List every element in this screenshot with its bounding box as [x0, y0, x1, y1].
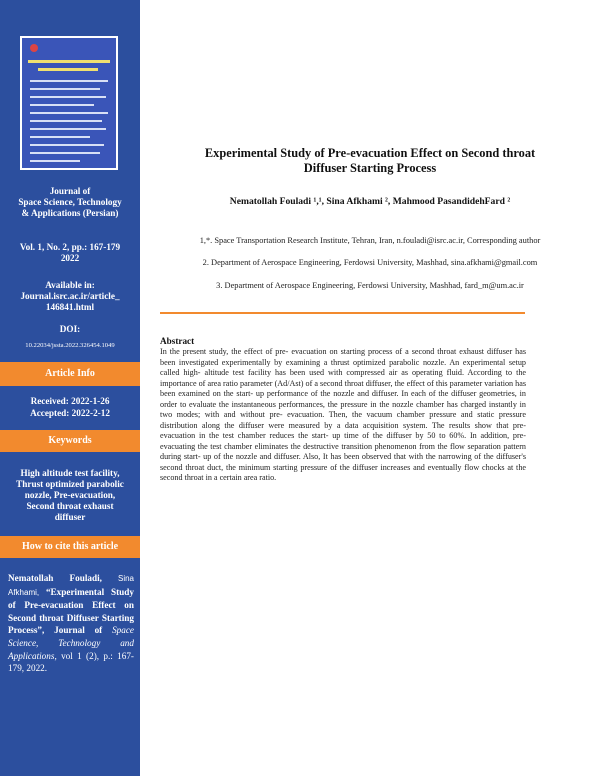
abstract-text: In the present study, the effect of pre- evacuation on starting process of a second throat exhaust diffuser has been investigated experimentally by examining a thrust optimized parabolic nozzle. An experimental setup called high- altitude test facility has been used with compressed air as operating fluid. According to the importance of area ratio parameter (Ad/Ast) of a second throat diffuser, the effect of this parameter variation has been examined on the start- up performance of the nozzle and diffuser. In each of the diffuser geometries, in order to evaluate the instantaneous performances, the pressure in the nozzle chamber has charged instantly in two modes; with and without pre- evacuation. Then, the vacuum chamber pressure and static pressure distribution along the diffuser were measured by a data acquisition system. The results show that pre- evacuation in the test chamber reduces the start- up time of the diffuser by 50 to 60%. In addition, pre- evacuating the test chamber eliminates the destructive transition phenomenon from the flow separation pattern during start- up of the nozzle and diffuser. Also, It has been observed that with the narrowing of the diffuser's second throat duct, the minimum starting pressure of the diffuser increases and eventually flow chocks at the second throat in a certain area ratio. [160, 347, 526, 482]
citation-text: Nematollah Fouladi, Sina Afkhami, “Experimental Study of Pre-evacuation Effect on Second throat Diffuser Starting Process”, Journal of Space Science, Technology and Applications, vol 1 (2), p.: 167-179, 2022. [8, 573, 134, 674]
journal-sidebar [0, 0, 140, 776]
affiliation-1: 1,*. Space Transportation Research Institute, Tehran, Iran, n.fouladi@isrc.ac.ir, Corresponding author [199, 236, 541, 245]
paper-title: Experimental Study of Pre-evacuation Effect on Second throat Diffuser Starting Process [204, 146, 536, 175]
paper-authors: Nematollah Fouladi ¹,¹, Sina Afkhami ², Mahmood PasandidehFard ² [229, 196, 511, 207]
abstract-heading: Abstract [160, 336, 195, 346]
how-to-cite-heading: How to cite this article [0, 536, 140, 558]
journal-name: Journal of Space Science, Technology & Applications (Persian) [18, 186, 122, 218]
journal-volume: Vol. 1, No. 2, pp.: 167-179 2022 [19, 242, 121, 263]
doi-value[interactable]: 10.22034/jssta.2022.326454.1049 [25, 342, 115, 349]
affiliation-2: 2. Department of Aerospace Engineering, Ferdowsi University, Mashhad, sina.afkhami@gmail.com [202, 258, 538, 267]
cover-logo-icon [30, 44, 38, 52]
received-date: Received: 2022-1-26 [30, 396, 110, 406]
affiliation-3: 3. Department of Aerospace Engineering, Ferdowsi University, Mashhad, fard_m@um.ac.ir [216, 281, 524, 290]
keywords-heading: Keywords [0, 430, 140, 452]
journal-url[interactable]: Available in: Journal.isrc.ac.ir/article_ 146841.html [20, 280, 120, 312]
journal-cover-image [20, 36, 118, 170]
article-info-heading: Article Info [0, 362, 140, 386]
accepted-date: Accepted: 2022-2-12 [30, 408, 110, 418]
section-divider [160, 312, 525, 314]
keywords-list: High altitude test facility, Thrust optimized parabolic nozzle, Pre-evacuation, Second throat exhaust diffuser [16, 468, 124, 522]
doi-label: DOI: [59, 324, 81, 334]
